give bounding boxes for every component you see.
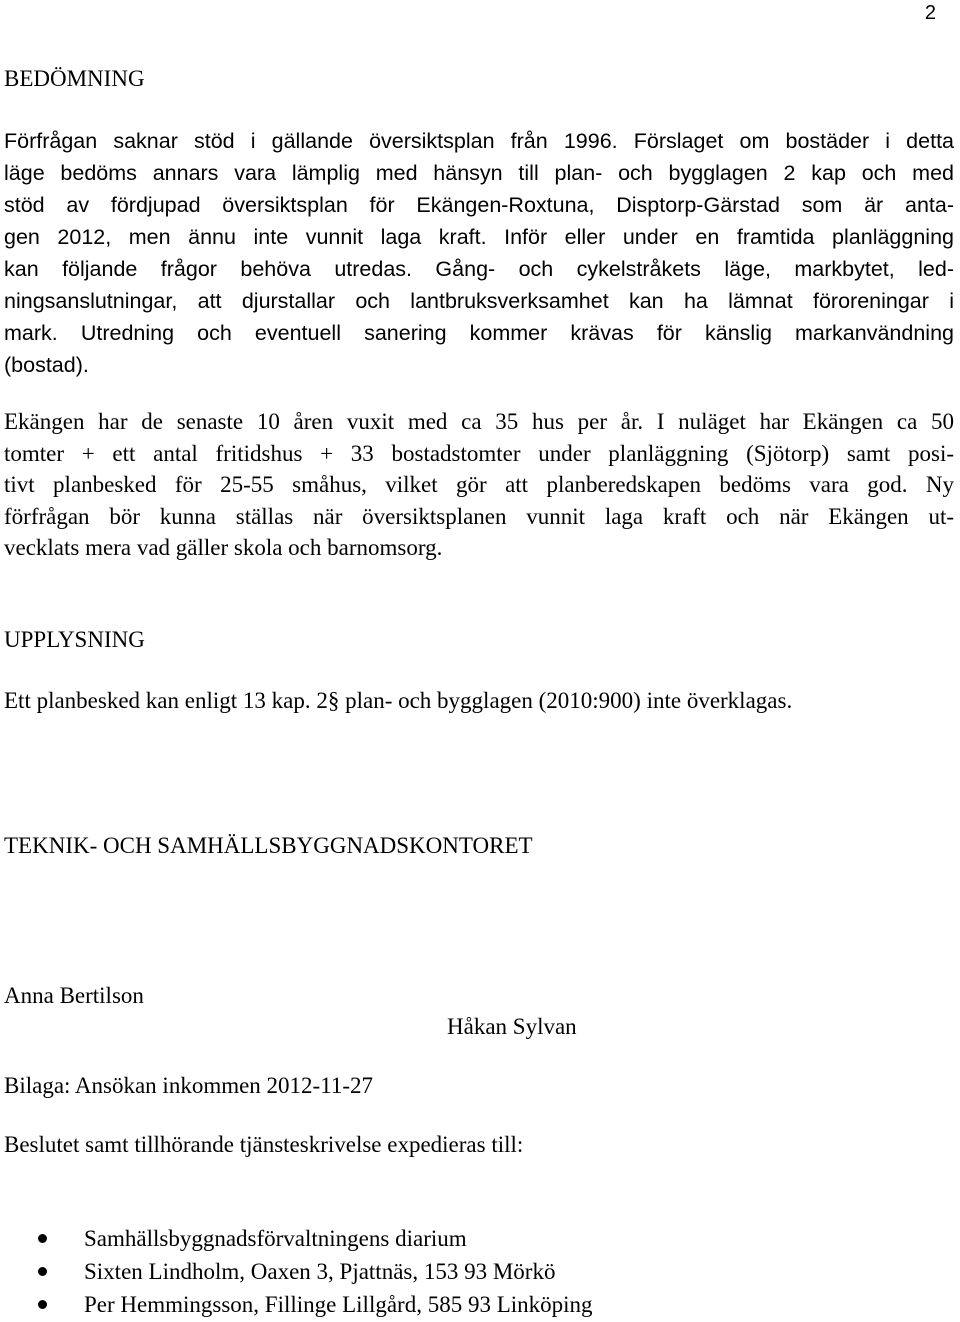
section-heading-bedomning: BEDÖMNING	[4, 66, 145, 91]
paragraph-line: mark. Utredning och eventuell sanering kommer krävas för känslig markanvändning	[4, 321, 954, 345]
bullet-icon	[38, 1234, 47, 1243]
assessment-paragraph-2	[4, 406, 954, 564]
list-item	[0, 1288, 593, 1321]
list-item	[0, 1222, 593, 1255]
paragraph-line: stöd av fördjupad översiktsplan för Ekängen-Roxtuna, Disptorp-Gärstad som är anta-	[4, 193, 954, 217]
paragraph-line: Förfrågan saknar stöd i gällande översiktsplan från 1996. Förslaget om bostäder i detta	[4, 129, 954, 153]
section-heading-upplysning: UPPLYSNING	[4, 627, 145, 652]
bullet-icon	[38, 1267, 47, 1276]
list-item	[0, 1255, 593, 1288]
paragraph-line: vecklats mera vad gäller skola och barnomsorg.	[4, 535, 443, 560]
signatory-1: Anna Bertilson	[4, 983, 144, 1008]
paragraph-line: tomter + ett antal fritidshus + 33 bostadstomter under planläggning (Sjötorp) samt posi-	[4, 440, 954, 466]
assessment-paragraph-1	[4, 125, 954, 381]
paragraph-line: förfrågan bör kunna ställas när översiktsplanen vunnit laga kraft och när Ekängen ut-	[4, 503, 954, 529]
paragraph-line: kan följande frågor behöva utredas. Gång- och cykelstråkets läge, markbytet, led-	[4, 257, 954, 281]
paragraph-line: Ekängen har de senaste 10 åren vuxit med ca 35 hus per år. I nuläget har Ekängen ca 50	[4, 409, 954, 434]
paragraph-line: gen 2012, men ännu inte vunnit laga kraft. Inför eller under en framtida planläggning	[4, 225, 954, 249]
paragraph-line: ningsanslutningar, att djurstallar och lantbruksverksamhet kan ha lämnat föroreningar i	[4, 289, 954, 313]
recipient-name: Sixten Lindholm, Oaxen 3, Pjattnäs, 153 93 Mörkö	[84, 1259, 556, 1284]
office-name: TEKNIK- OCH SAMHÄLLSBYGGNADSKONTORET	[4, 833, 533, 858]
signatory-2: Håkan Sylvan	[447, 1014, 577, 1039]
recipient-list	[0, 1222, 593, 1321]
distribution-intro: Beslutet samt tillhörande tjänsteskrivelse expedieras till:	[4, 1132, 524, 1157]
recipient-name: Samhällsbyggnadsförvaltningens diarium	[84, 1226, 467, 1251]
paragraph-line: tivt planbesked för 25-55 småhus, vilket gör att planberedskapen bedöms vara god. Ny	[4, 472, 954, 497]
attachment-note: Bilaga: Ansökan inkommen 2012-11-27	[4, 1073, 374, 1098]
page-number: 2	[924, 2, 936, 24]
paragraph-line: (bostad).	[4, 353, 89, 377]
paragraph-line: läge bedöms annars vara lämplig med hänsyn till plan- och bygglagen 2 kap och med	[4, 161, 954, 185]
recipient-name: Per Hemmingsson, Fillinge Lillgård, 585 93 Linköping	[84, 1292, 593, 1317]
bullet-icon	[38, 1300, 47, 1309]
upplysning-text: Ett planbesked kan enligt 13 kap. 2§ plan- och bygglagen (2010:900) inte överklagas.	[4, 688, 793, 713]
